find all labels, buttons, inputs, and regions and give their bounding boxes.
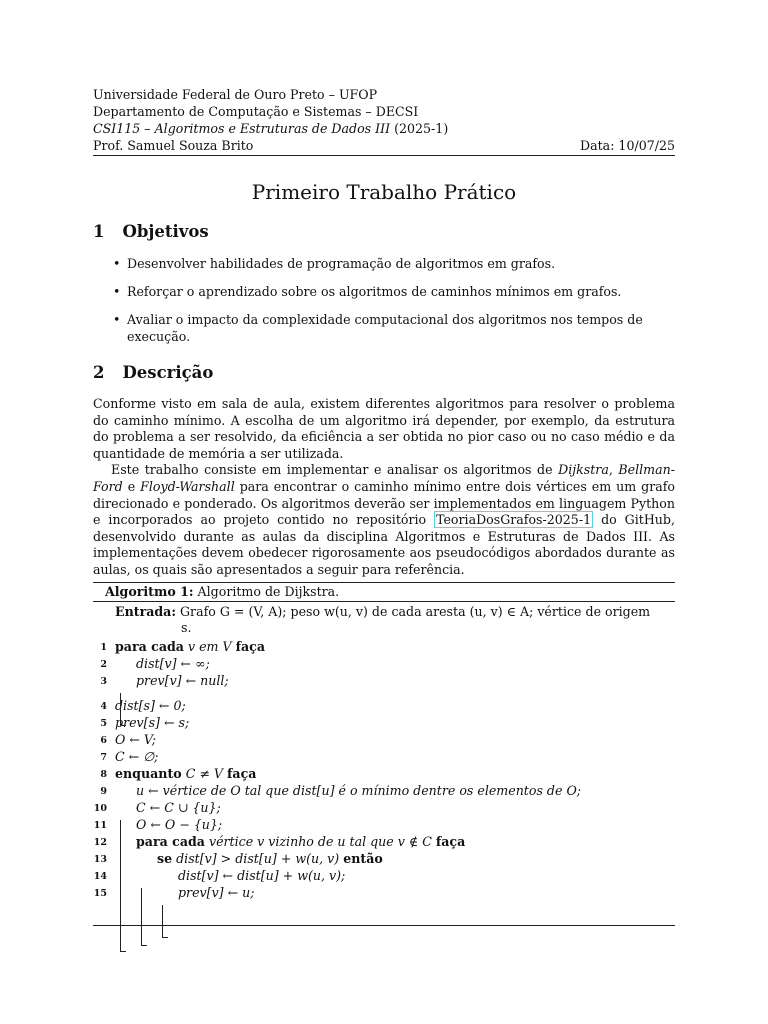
line-number: 2: [100, 658, 107, 670]
paragraph-1: Conforme visto em sala de aula, existem diferentes algoritmos para resolver o problema do caminho mínimo. A escolha de um algoritmo irá depender, por exemplo, da estrutura do problema a ser resolvido, da eficiência a ser obtida no pior caso ou no caso médio e da quantidade de memória a ser utilizada.: [93, 396, 675, 461]
line-code: [178, 867, 345, 884]
course-code: CSI115 – Algoritmos e Estruturas de Dados III: [93, 121, 391, 136]
keyword: então: [343, 850, 383, 866]
line-number: 6: [100, 734, 107, 746]
line-code: [136, 672, 229, 689]
block-bar-end: [120, 951, 126, 952]
algorithm-line: [93, 748, 675, 765]
line-number: 8: [100, 768, 107, 780]
line-code: [115, 731, 156, 748]
keyword: faça: [235, 638, 266, 654]
line-number: 11: [93, 819, 107, 831]
algorithm-line: [93, 884, 675, 901]
line-code: [115, 765, 256, 782]
block-bar-end: [141, 945, 147, 946]
algorithm-line: [93, 731, 675, 748]
expression: dist[v] > dist[u] + w(u, v): [176, 850, 340, 866]
list-item: • Avaliar o impacto da complexidade computacional dos algoritmos nos tempos de execução.: [113, 311, 675, 345]
block-bar: [141, 888, 142, 945]
keyword: enquanto: [115, 765, 182, 781]
keyword: faça: [435, 833, 466, 849]
expression: vértice v vizinho de u tal que v ∉ C: [208, 833, 432, 849]
line-number: 4: [100, 700, 107, 712]
section-title: Objetivos: [122, 222, 209, 241]
block-bar-end: [162, 937, 168, 938]
section-number: 2: [93, 363, 105, 382]
algorithm-line: [93, 782, 675, 799]
algorithm-box: [93, 582, 675, 926]
objectives-list: [93, 255, 675, 345]
list-item: • Reforçar o aprendizado sobre os algoritmos de caminhos mínimos em grafos.: [113, 283, 675, 300]
algorithm-line: [93, 765, 675, 782]
department-name: Departamento de Computação e Sistemas – DECSI: [93, 104, 419, 119]
algorithm-lines: [93, 638, 675, 917]
line-code: [115, 638, 265, 655]
document-header: [93, 86, 675, 156]
line-number: 9: [100, 785, 107, 797]
professor-date-line: [93, 137, 675, 156]
section-heading-objetivos: [93, 222, 675, 241]
block-bar: [120, 693, 121, 725]
section-heading-descricao: [93, 363, 675, 382]
course-line: [93, 120, 675, 137]
line-code: [136, 655, 210, 672]
algorithm-line: [93, 850, 675, 867]
page-title: Primeiro Trabalho Prático: [251, 180, 517, 204]
statement: dist[s] ← 0;: [115, 697, 186, 713]
algorithm-caption: [93, 583, 675, 602]
section-number: 1: [93, 222, 105, 241]
statement: prev[v] ← null;: [136, 672, 229, 688]
algorithm-line: [93, 714, 675, 731]
algorithm-line: [93, 799, 675, 816]
block-bar: [162, 905, 163, 937]
list-item: • Desenvolver habilidades de programação de algoritmos em grafos.: [113, 255, 675, 272]
statement: O ← O − {u};: [136, 816, 223, 832]
document-date: Data: 10/07/25: [580, 138, 675, 153]
section-title: Descrição: [122, 363, 214, 382]
document-page: [93, 86, 675, 926]
algorithm-line: [93, 697, 675, 714]
statement: u ← vértice de O tal que dist[u] é o mínimo dentre os elementos de O;: [136, 782, 582, 798]
keyword: para cada: [136, 833, 205, 849]
algorithm-line: [93, 638, 675, 655]
block-bar-end: [120, 725, 126, 726]
line-number: 10: [93, 802, 107, 814]
line-number: 5: [100, 717, 107, 729]
expression: C ≠ V: [185, 765, 223, 781]
algorithm-label: Algoritmo 1:: [105, 583, 194, 599]
line-code: [157, 850, 383, 867]
line-code: [115, 697, 186, 714]
line-code: [115, 714, 189, 731]
line-code: [136, 782, 581, 799]
statement: dist[v] ← ∞;: [136, 655, 210, 671]
algorithm-line: [93, 833, 675, 850]
paragraph-2: Este trabalho consiste em implementar e analisar os algoritmos de Dijkstra, Bellman-Ford e Floyd-Warshall para encontrar o caminho mínimo entre dois vértices em um grafo direcionado e ponderado. Os algoritmos deverão ser implementados em linguagem Python e incorporados ao projeto contido no repositório TeoriaDosGrafos-2025-1 do GitHub, desenvolvido durante as aulas da disciplina Algoritmos e Estruturas de Dados III. As implementações devem obedecer rigorosamente aos pseudocódigos abordados durante as aulas, os quais são apresentados a seguir para referência.: [93, 462, 675, 577]
algorithm-line: [93, 672, 675, 689]
algo-name-dijkstra: Dijkstra: [558, 462, 609, 478]
statement: O ← V;: [115, 731, 156, 747]
statement: C ← ∅;: [115, 748, 159, 764]
repository-link[interactable]: TeoriaDosGrafos-2025-1: [436, 512, 592, 528]
line-code: [178, 884, 255, 901]
line-code: [136, 816, 222, 833]
statement: C ← C ∪ {u};: [136, 799, 221, 815]
line-code: [136, 799, 221, 816]
line-number: 13: [93, 853, 107, 865]
line-number: 15: [93, 887, 107, 899]
algorithm-input: Entrada: Grafo G = (V, A); peso w(u, v) de cada aresta (u, v) ∈ A; vértice de origem s.: [115, 603, 651, 635]
course-term: (2025-1): [394, 121, 449, 136]
block-bar: [120, 820, 121, 951]
algorithm-name: Algoritmo de Dijkstra.: [197, 583, 340, 599]
algo-name-floyd-warshall: Floyd-Warshall: [140, 478, 235, 494]
keyword: para cada: [115, 638, 184, 654]
professor-name: Prof. Samuel Souza Brito: [93, 138, 254, 153]
statement: prev[v] ← u;: [178, 884, 255, 900]
line-number: 14: [93, 870, 107, 882]
keyword: faça: [227, 765, 257, 781]
university-name: Universidade Federal de Ouro Preto – UFOP: [93, 87, 378, 102]
algorithm-line: [93, 867, 675, 884]
algorithm-line: [93, 655, 675, 672]
expression: v em V: [187, 638, 232, 654]
line-number: 3: [100, 675, 107, 687]
statement: dist[v] ← dist[u] + w(u, v);: [178, 867, 346, 883]
keyword: se: [157, 850, 173, 866]
statement: prev[s] ← s;: [115, 714, 190, 730]
line-number: 12: [93, 836, 107, 848]
line-number: 7: [100, 751, 107, 763]
line-number: 1: [100, 641, 107, 653]
algorithm-line: [93, 816, 675, 833]
line-code: [115, 748, 158, 765]
input-label: Entrada:: [115, 603, 176, 619]
algo-name-bellman-ford: Bellman-Ford: [93, 462, 675, 494]
line-code: [136, 833, 465, 850]
algorithm-body: [93, 602, 675, 925]
